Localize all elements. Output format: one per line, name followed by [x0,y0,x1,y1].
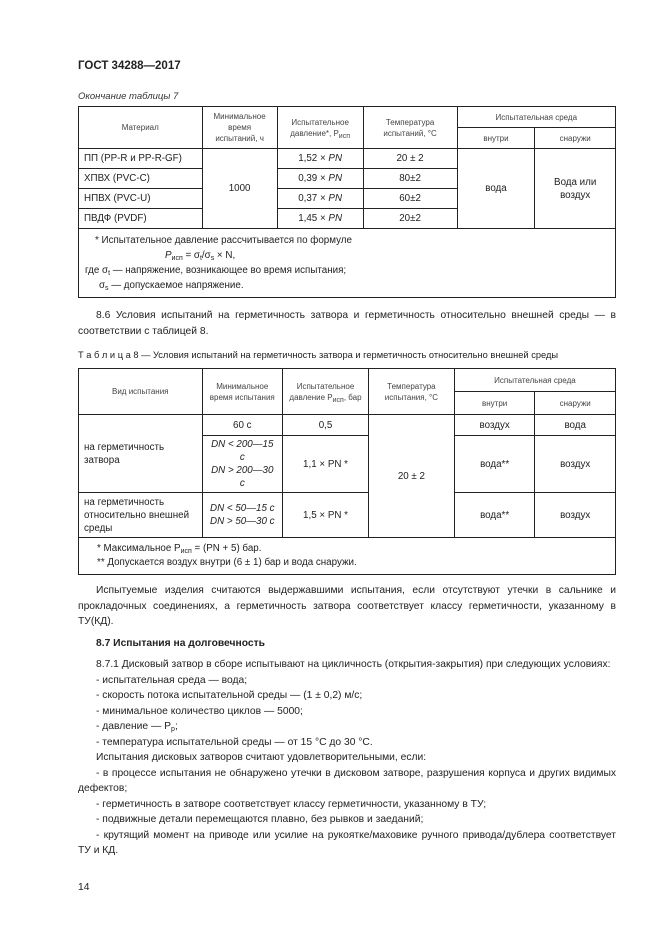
section-8-7-heading: 8.7 Испытания на долговечность [96,637,265,649]
th-pressure: Испытательное давление Pисп, бар [283,369,369,415]
page-number: 14 [78,881,90,893]
cell-time: DN < 200—15 с DN > 200—30 с [202,436,283,493]
th-medium: Испытательная среда [454,369,615,392]
cell-time: 1000 [202,149,277,229]
table-row [79,149,616,169]
th-inside: внутри [457,128,535,149]
cell-material: ПП (PP-R и PP-R-GF) [79,149,203,169]
table-row [79,493,616,538]
cell-material: ХПВХ (PVC-C) [79,169,203,189]
cell-outside: Вода или воздух [535,149,616,229]
cell-time: DN < 50—15 с DN > 50—30 с [202,493,283,538]
cell-pressure: 1,5 × PN * [283,493,369,538]
cell-temp: 60±2 [363,189,457,209]
document-header: ГОСТ 34288—2017 [78,60,181,72]
th-temp: Температура испытания, °С [368,369,454,415]
table-7 [78,106,616,298]
cell-pressure: 0,39 × PN [277,169,363,189]
cell-pressure: 0,37 × PN [277,189,363,209]
th-inside: внутри [454,392,535,415]
cell-inside: вода** [454,436,535,493]
table-row [79,415,616,436]
paragraph-8-6: 8.6 Условия испытаний на герметичность затвора и герметичность относительно внешней среды — в соответствии с таблицей 8. [78,310,616,337]
section-8-7-body: 8.7.1 Дисковый затвор в сборе испытывают на цикличность (открытия-закрытия) при следующих условиях: - испытательная среда — вода; - скорость потока испытательной среды — (1 ± 0,2) м/с; - минимальное количество циклов — 5000; - давление — $P_р$; - температура испытательной среды — от 15 °С до 30 °С. Испытания дисковых затворов считают удовлетворительными, если: - в процессе испытания не обнаружено утечки в дисковом затворе, разрушения корпуса и других видимых дефектов; - герметичность в затворе соответствует классу герметичности, указанному в ТУ; - подвижные детали перемещаются плавно, без рывков и заеданий; - крутящий момент на приводе или усилие на рукоятке/маховике ручного привода/дублера соответствует ТУ и КД. [78,659,616,856]
th-medium: Испытательная среда [457,107,615,128]
th-outside: снаружи [535,392,616,415]
paragraph-result: Испытуемые изделия считаются выдержавшими испытания, если отсутствуют утечки в сальнике и прокладочных соединениях, а герметичность затвора соответствует классу герметичности, указанному в ТУ(КД). [78,585,616,627]
cell-test-type: на герметичность относительно внешней среды [79,493,203,538]
cell-inside: вода [457,149,535,229]
th-time: Минимальное время испытания [202,369,283,415]
th-outside: снаружи [535,128,616,149]
cell-pressure: 1,52 × PN [277,149,363,169]
cell-outside: вода [535,415,616,436]
cell-temp: 80±2 [363,169,457,189]
cell-time: 60 с [202,415,283,436]
table-8 [78,368,616,575]
cell-outside: воздух [535,493,616,538]
th-test-type: Вид испытания [79,369,203,415]
cell-material: ПВДФ (PVDF) [79,209,203,229]
cell-outside: воздух [535,436,616,493]
table-8-footnote: * Максимальное $P_{исп} = (PN + 5)$ бар. ** Допускается воздух внутри (6 ± 1) бар и вода снаружи. [79,538,616,575]
cell-pressure: 1,45 × PN [277,209,363,229]
cell-inside: воздух [454,415,535,436]
table-8-caption: Т а б л и ц а 8 — Условия испытаний на герметичность затвора и герметичность относительно внешней среды [78,350,559,360]
cell-inside: вода** [454,493,535,538]
table-7-footnote: * Испытательное давление рассчитывается по формуле $P_{исп} = \sigma_t/\sigma_s \times N$, где $\sigma_t$ — напряжение, возникающее во время испытания; $\sigma_s$ — допускаемое напряжение. [79,229,616,298]
th-time: Минимальное время испытаний, ч [202,107,277,149]
cell-temp: 20 ± 2 [363,149,457,169]
cell-temp: 20 ± 2 [368,415,454,538]
cell-temp: 20±2 [363,209,457,229]
th-pressure: Испытательное давление*, Pисп [277,107,363,149]
table-7-caption: Окончание таблицы 7 [78,91,179,102]
cell-material: НПВХ (PVC-U) [79,189,203,209]
cell-pressure: 1,1 × PN * [283,436,369,493]
cell-test-type: на герметичность затвора [79,415,203,493]
cell-pressure: 0,5 [283,415,369,436]
th-material: Материал [79,107,203,149]
th-temp: Температура испытаний, °С [363,107,457,149]
